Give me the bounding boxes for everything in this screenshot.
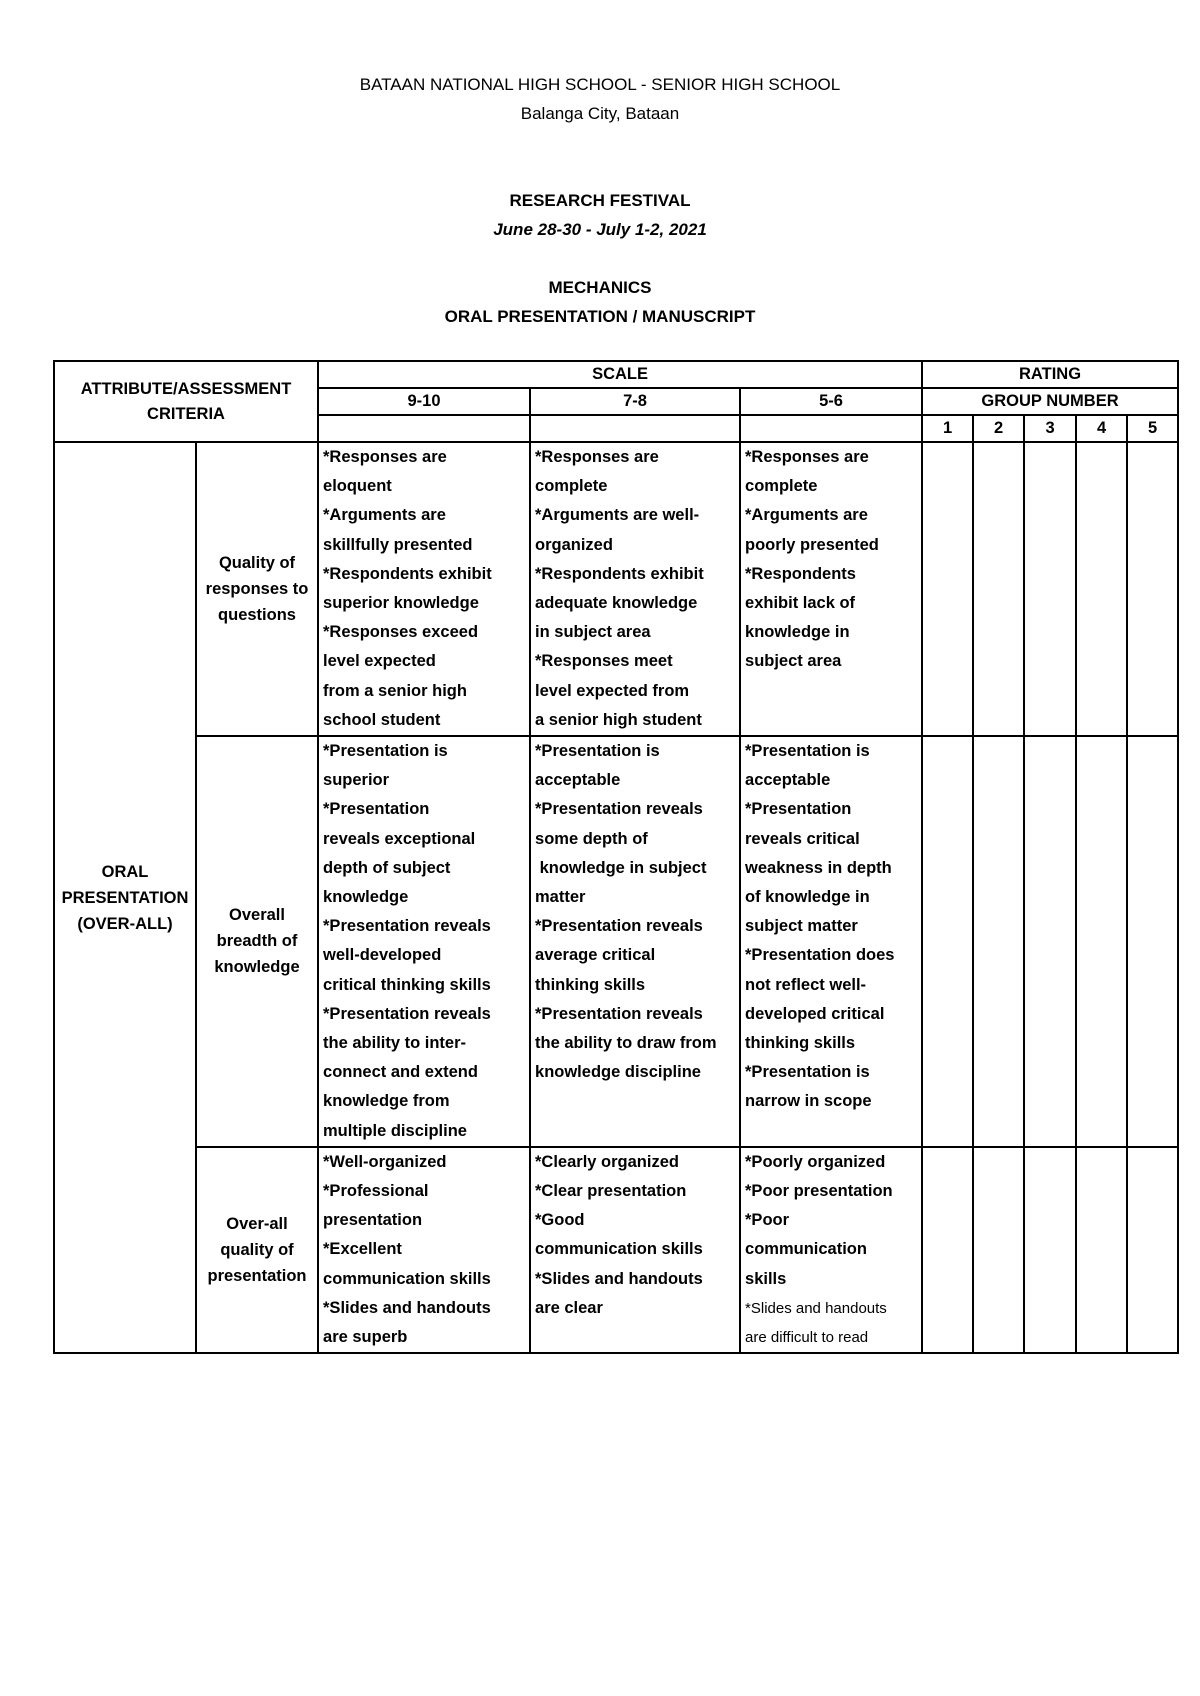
rating-cell[interactable] — [1127, 736, 1178, 1147]
event-title: RESEARCH FESTIVAL — [509, 191, 691, 210]
group-number-header: GROUP NUMBER — [922, 388, 1178, 415]
descriptor-5-6: *Poorly organized *Poor presentation *Poor communication skills *Slides and handouts are difficult to read — [740, 1147, 922, 1353]
scale-blank-cell — [530, 415, 740, 442]
group-number-5: 5 — [1127, 415, 1178, 442]
document-subtitle: ORAL PRESENTATION / MANUSCRIPT — [444, 307, 756, 326]
rating-cell[interactable] — [1024, 442, 1076, 736]
school-name: BATAAN NATIONAL HIGH SCHOOL - SENIOR HIGH SCHOOL — [359, 75, 841, 94]
rating-cell[interactable] — [922, 1147, 973, 1353]
rating-cell[interactable] — [973, 1147, 1024, 1353]
descriptor-7-8: *Clearly organized *Clear presentation *Good communication skills *Slides and handouts are clear — [530, 1147, 740, 1353]
scale-blank-cell — [318, 415, 530, 442]
table-row — [54, 1147, 1178, 1353]
school-location: Balanga City, Bataan — [520, 104, 680, 123]
scale-level-5-6: 5-6 — [740, 388, 922, 415]
attribute-oral-presentation: ORAL PRESENTATION (OVER-ALL) — [54, 442, 196, 1353]
criterion-overall-breadth: Overall breadth of knowledge — [196, 736, 318, 1147]
attribute-criteria-header: ATTRIBUTE/ASSESSMENT CRITERIA — [54, 361, 318, 442]
criterion-overall-quality: Over-all quality of presentation — [196, 1147, 318, 1353]
table-row — [54, 736, 1178, 1147]
rating-cell[interactable] — [1024, 736, 1076, 1147]
descriptor-5-6: *Presentation is acceptable *Presentation reveals critical weakness in depth of knowledge in subject matter *Presentation does not reflect well- developed critical thinking skills *Presentation is narrow in scope — [740, 736, 922, 1147]
rating-cell[interactable] — [1024, 1147, 1076, 1353]
group-number-3: 3 — [1024, 415, 1076, 442]
scale-header: SCALE — [318, 361, 922, 388]
scale-level-9-10: 9-10 — [318, 388, 530, 415]
rating-cell[interactable] — [1076, 1147, 1127, 1353]
descriptor-9-10: *Presentation is superior *Presentation reveals exceptional depth of subject knowledge *Presentation reveals well-developed critical thinking skills *Presentation reveals the ability to inter- connect and extend knowledge from multiple discipline — [318, 736, 530, 1147]
rubric-table — [53, 360, 1179, 1354]
rating-cell[interactable] — [973, 736, 1024, 1147]
rating-cell[interactable] — [922, 442, 973, 736]
rating-cell[interactable] — [922, 736, 973, 1147]
descriptor-5-6: *Responses are complete *Arguments are poorly presented *Respondents exhibit lack of knowledge in subject area — [740, 442, 922, 736]
table-row — [54, 442, 1178, 736]
rating-cell[interactable] — [973, 442, 1024, 736]
group-number-1: 1 — [922, 415, 973, 442]
descriptor-9-10: *Well-organized *Professional presentation *Excellent communication skills *Slides and handouts are superb — [318, 1147, 530, 1353]
scale-blank-cell — [740, 415, 922, 442]
section-title: MECHANICS — [548, 278, 652, 297]
scale-level-7-8: 7-8 — [530, 388, 740, 415]
rating-cell[interactable] — [1076, 442, 1127, 736]
rating-cell[interactable] — [1127, 442, 1178, 736]
event-dates: June 28-30 - July 1-2, 2021 — [493, 220, 707, 239]
rating-header: RATING — [922, 361, 1178, 388]
group-number-2: 2 — [973, 415, 1024, 442]
rating-cell[interactable] — [1127, 1147, 1178, 1353]
group-number-4: 4 — [1076, 415, 1127, 442]
descriptor-7-8: *Responses are complete *Arguments are well- organized *Respondents exhibit adequate knowledge in subject area *Responses meet level expected from a senior high student — [530, 442, 740, 736]
descriptor-7-8: *Presentation is acceptable *Presentation reveals some depth of knowledge in subject matter *Presentation reveals average critical thinking skills *Presentation reveals the ability to draw from knowledge discipline — [530, 736, 740, 1147]
descriptor-9-10: *Responses are eloquent *Arguments are skillfully presented *Respondents exhibit superior knowledge *Responses exceed level expected from a senior high school student — [318, 442, 530, 736]
criterion-quality-of-responses: Quality of responses to questions — [196, 442, 318, 736]
rating-cell[interactable] — [1076, 736, 1127, 1147]
